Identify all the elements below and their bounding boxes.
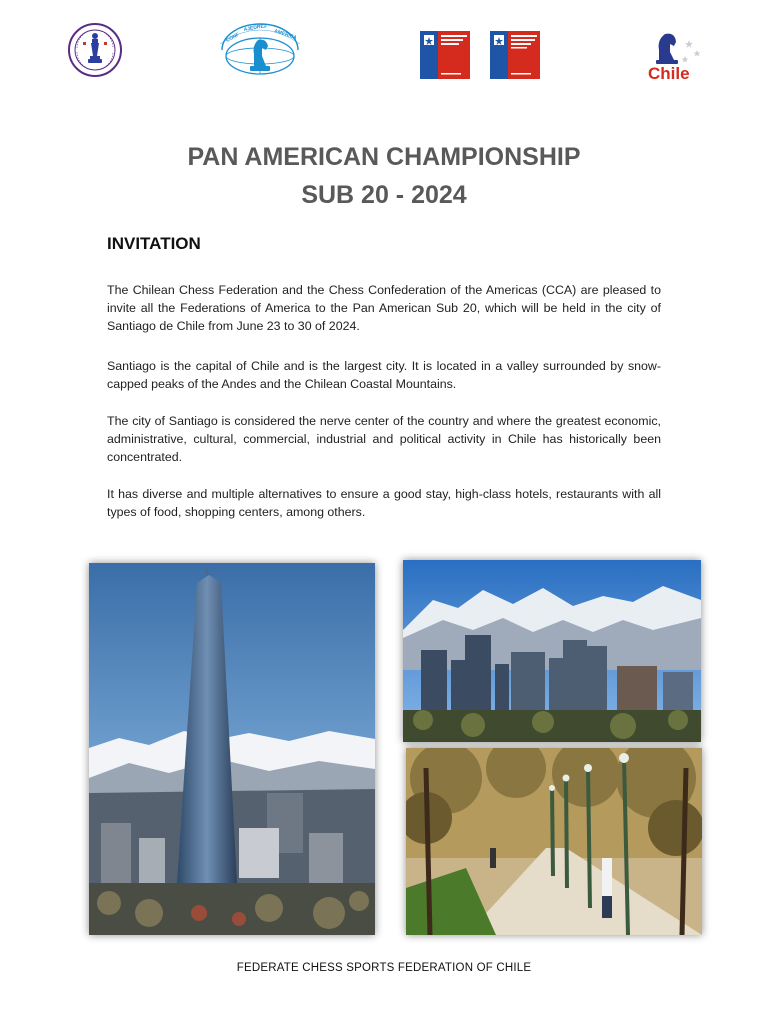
svg-text:CONF: CONF	[225, 31, 241, 44]
document-title	[0, 138, 768, 214]
chile-chess-logo	[645, 26, 707, 82]
santiago-park-promenade-photo	[406, 748, 702, 935]
chilean-chess-federation-seal-logo	[67, 22, 123, 78]
invitation-heading: INVITATION	[107, 234, 201, 253]
footer-federation-name: FEDERATE CHESS SPORTS FEDERATION OF CHILE	[236, 962, 532, 974]
paragraph-capital: Santiago is the capital of Chile and is the largest city. It is located in a valley surrounded by snow-capped peaks of the Andes and the Chilean Coastal Mountains.	[107, 359, 661, 391]
svg-text:AMERICA: AMERICA	[273, 28, 298, 42]
chile-logo-text: Chile	[648, 64, 690, 82]
title-line-2: SUB 20 - 2024	[301, 181, 467, 209]
svg-text:AJEDREZ: AJEDREZ	[243, 23, 268, 33]
santiago-tower-photo	[89, 563, 375, 935]
ministry-of-sport-logo	[420, 31, 470, 79]
chess-confederation-americas-logo	[214, 20, 306, 80]
paragraph-amenities: It has diverse and multiple alternatives to ensure a good stay, high-class hotels, restaurants with all types of food, shopping centers, among others.	[107, 487, 661, 519]
header-logos	[0, 18, 768, 88]
title-line-1: PAN AMERICAN CHAMPIONSHIP	[187, 143, 581, 171]
national-sports-institute-logo	[490, 31, 540, 79]
santiago-skyline-photo	[403, 560, 701, 742]
paragraph-invitation: The Chilean Chess Federation and the Chess Confederation of the Americas (CCA) are pleased to invite all the Federations of America to the Pan American Sub 20, which will be held in the city of Santiago de Chile from June 23 to 30 of 2024.	[107, 283, 661, 333]
paragraph-nerve-center: The city of Santiago is considered the nerve center of the country and where the greatest economic, administrative, cultural, commercial, industrial and political activity in Chile has historically been concentrated.	[107, 414, 661, 464]
